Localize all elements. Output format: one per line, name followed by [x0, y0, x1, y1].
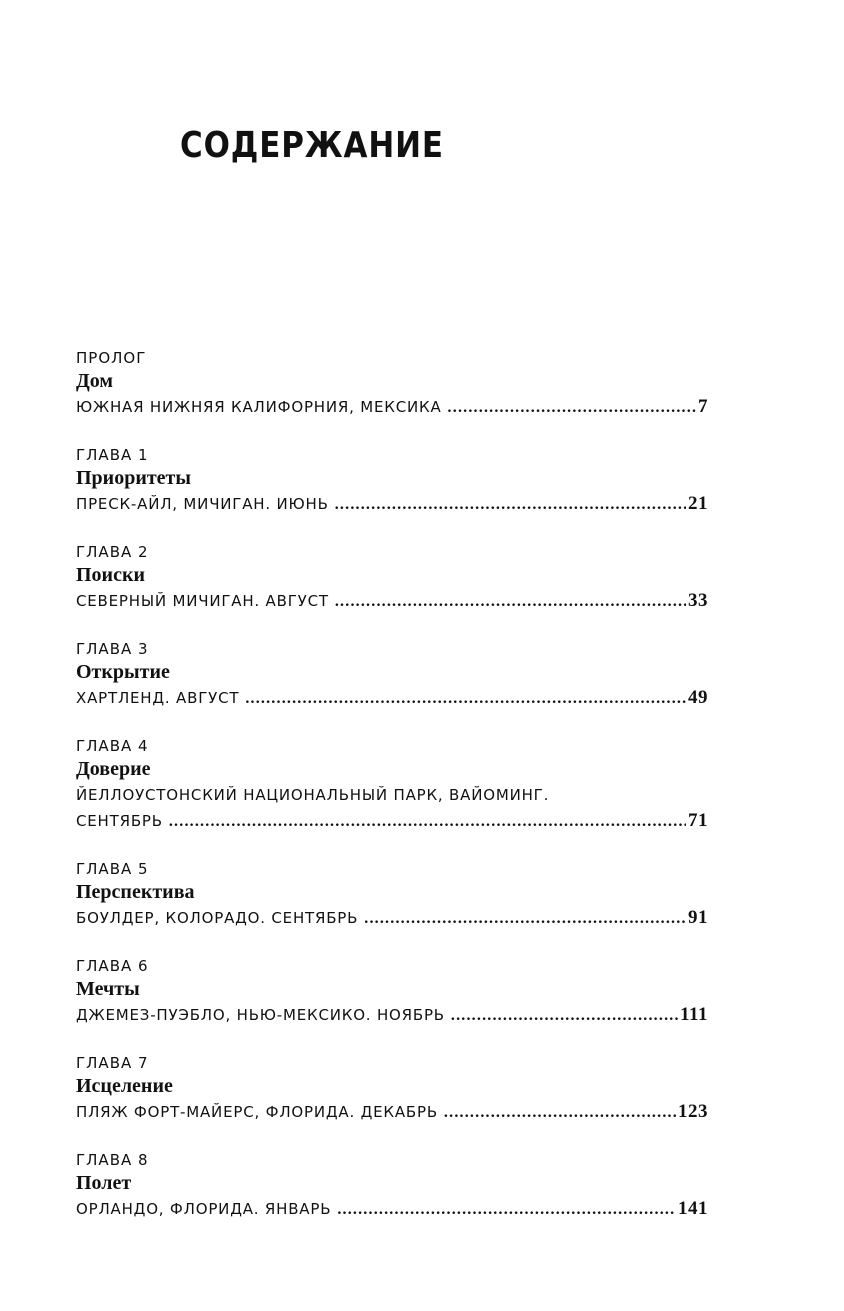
dot-leader: [335, 589, 686, 615]
dot-leader: [169, 809, 686, 835]
toc-entry-chapter-4[interactable]: [76, 736, 708, 853]
chapter-title: Открытие: [76, 661, 170, 683]
location-line: [76, 1196, 708, 1222]
location-line: [76, 394, 708, 420]
chapter-title: Дом: [76, 370, 114, 392]
location-line: [76, 905, 708, 931]
chapter-label: ГЛАВА 1: [76, 446, 149, 464]
toc-entry-chapter-6[interactable]: [76, 956, 708, 1047]
chapter-label: ГЛАВА 2: [76, 543, 149, 561]
chapter-label: ПРОЛОГ: [76, 349, 147, 367]
toc-entry-chapter-1[interactable]: [76, 445, 708, 536]
dot-leader: [451, 1003, 678, 1029]
page-number: 49: [688, 687, 708, 708]
location-line: [76, 1099, 708, 1125]
toc-entry-chapter-3[interactable]: [76, 639, 708, 730]
page-number: 71: [688, 810, 708, 831]
location-text: ДЖЕМЕЗ-ПУЭБЛО, НЬЮ-МЕКСИКО. НОЯБРЬ: [76, 1006, 445, 1024]
chapter-title: Полет: [76, 1172, 132, 1194]
toc-entry-chapter-7[interactable]: [76, 1053, 708, 1144]
location-text: БОУЛДЕР, КОЛОРАДО. СЕНТЯБРЬ: [76, 909, 359, 927]
location-text: ОРЛАНДО, ФЛОРИДА. ЯНВАРЬ: [76, 1200, 332, 1218]
location-text: ЮЖНАЯ НИЖНЯЯ КАЛИФОРНИЯ, МЕКСИКА: [76, 398, 442, 416]
location-text: ПРЕСК-АЙЛ, МИЧИГАН. ИЮНЬ: [76, 495, 329, 513]
chapter-label: ГЛАВА 6: [76, 957, 149, 975]
chapter-title: Перспектива: [76, 881, 195, 903]
table-of-contents: [76, 342, 708, 1241]
location-text: ПЛЯЖ ФОРТ-МАЙЕРС, ФЛОРИДА. ДЕКАБРЬ: [76, 1103, 438, 1121]
chapter-label: ГЛАВА 4: [76, 737, 149, 755]
page-number: 21: [688, 493, 708, 514]
location-line: [76, 685, 708, 711]
location-line: [76, 588, 708, 614]
dot-leader: [364, 906, 686, 932]
chapter-label: ГЛАВА 7: [76, 1054, 149, 1072]
chapter-label: ГЛАВА 5: [76, 860, 149, 878]
location-text: СЕВЕРНЫЙ МИЧИГАН. АВГУСТ: [76, 592, 329, 610]
dot-leader: [444, 1100, 676, 1126]
location-line: [76, 1002, 708, 1028]
chapter-title: Мечты: [76, 978, 140, 1000]
page-number: 141: [678, 1198, 708, 1219]
page-title: СОДЕРЖАНИЕ: [180, 125, 444, 166]
chapter-title: Приоритеты: [76, 467, 191, 489]
page-number: 33: [688, 590, 708, 611]
location-line: [76, 491, 708, 517]
page-number: 111: [680, 1004, 708, 1025]
dot-leader: [335, 492, 686, 518]
dot-leader: [448, 395, 696, 421]
dot-leader: [337, 1197, 676, 1223]
toc-entry-chapter-2[interactable]: [76, 542, 708, 633]
chapter-label: ГЛАВА 3: [76, 640, 149, 658]
location-text-line-1: ЙЕЛЛОУСТОНСКИЙ НАЦИОНАЛЬНЫЙ ПАРК, ВАЙОМИНГ.: [76, 786, 550, 804]
page-number: 7: [698, 396, 708, 417]
location-line: [76, 808, 708, 834]
location-text: ХАРТЛЕНД. АВГУСТ: [76, 689, 240, 707]
chapter-title: Поиски: [76, 564, 146, 586]
location-text: СЕНТЯБРЬ: [76, 812, 163, 830]
page-number: 91: [688, 907, 708, 928]
toc-entry-chapter-8[interactable]: [76, 1150, 708, 1241]
chapter-title: Исцеление: [76, 1075, 173, 1097]
toc-entry-prologue[interactable]: [76, 348, 708, 439]
toc-entry-chapter-5[interactable]: [76, 859, 708, 950]
chapter-title: Доверие: [76, 758, 151, 780]
dot-leader: [245, 686, 686, 712]
page-number: 123: [678, 1101, 708, 1122]
chapter-label: ГЛАВА 8: [76, 1151, 149, 1169]
